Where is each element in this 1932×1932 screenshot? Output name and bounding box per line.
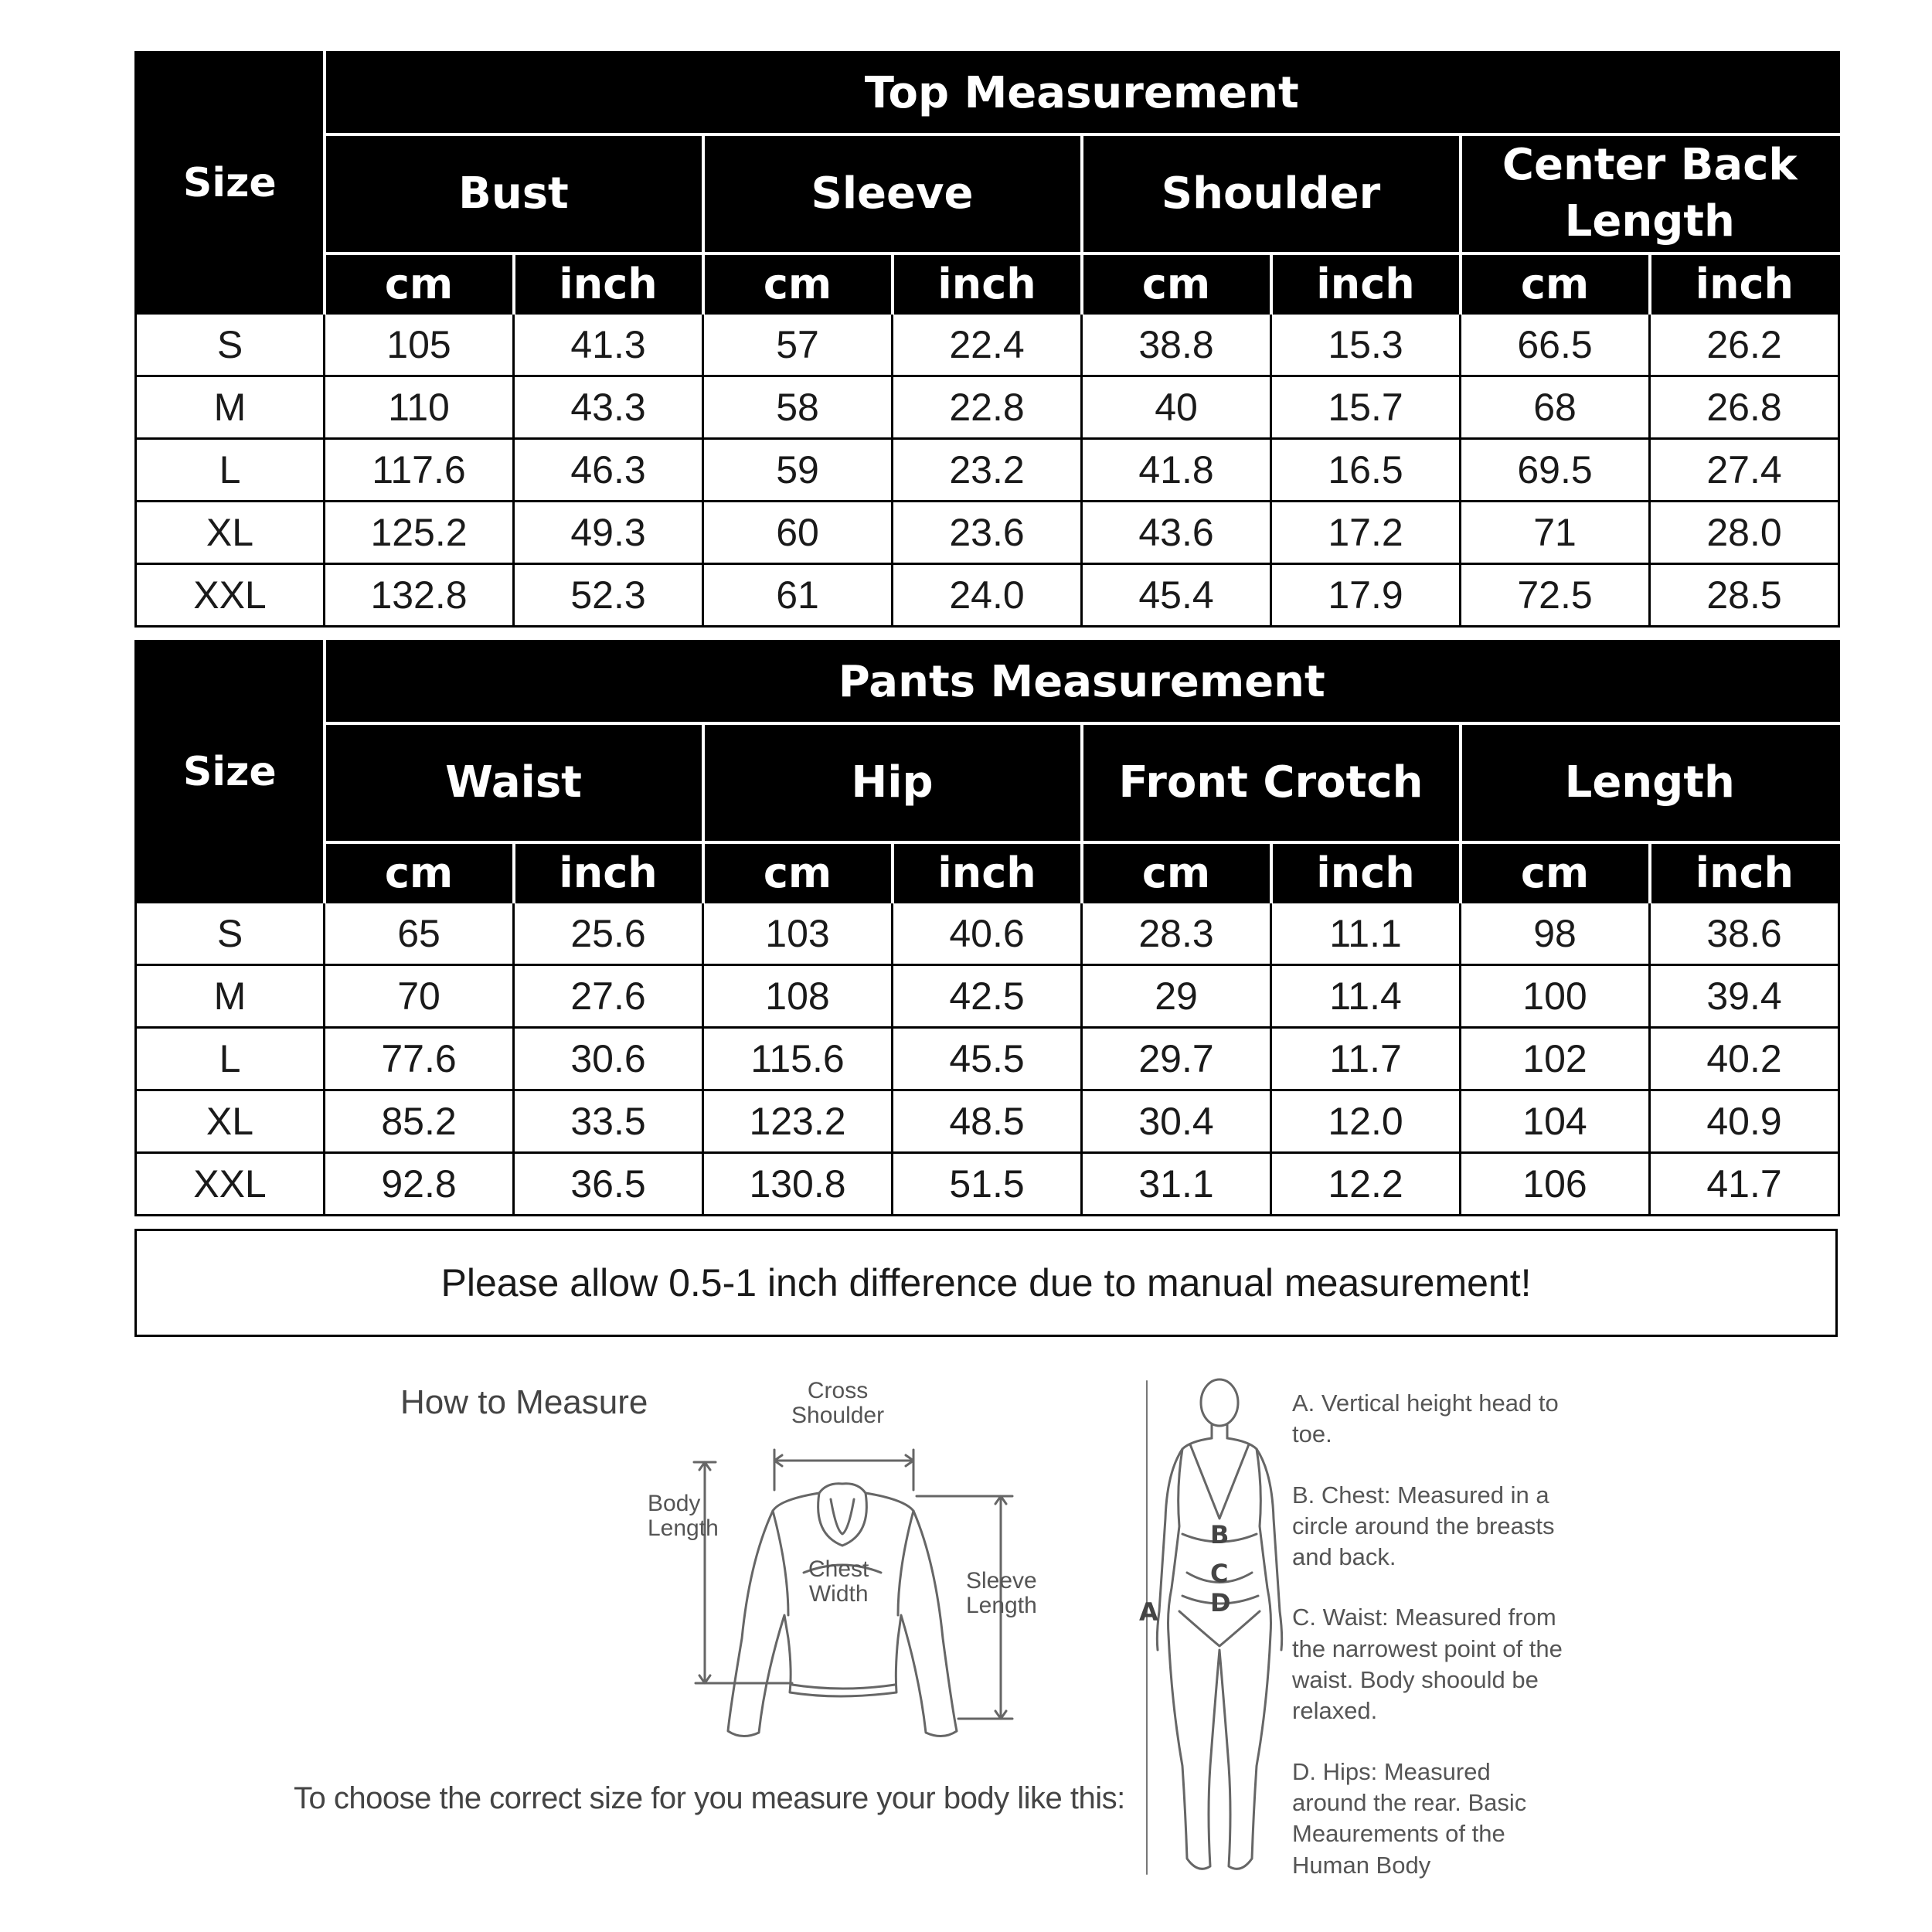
how-to-measure-title: How to Measure [400, 1383, 648, 1421]
value-cell: 29.7 [1082, 1028, 1271, 1090]
value-cell: 26.2 [1650, 314, 1839, 376]
value-cell: 72.5 [1461, 564, 1650, 627]
unit-header: cm [1082, 842, 1271, 903]
body-length-label: Body Length [648, 1491, 719, 1541]
table-row [136, 439, 1839, 502]
marker-d: D [1210, 1588, 1231, 1617]
value-cell: 51.5 [893, 1153, 1082, 1216]
value-cell: 36.5 [514, 1153, 703, 1216]
value-cell: 71 [1461, 502, 1650, 564]
unit-header: inch [1271, 842, 1461, 903]
size-cell: XXL [136, 564, 325, 627]
value-cell: 41.7 [1650, 1153, 1839, 1216]
value-cell: 28.5 [1650, 564, 1839, 627]
note-b: B. Chest: Measured in a circle around the breasts and back. [1292, 1481, 1555, 1571]
value-cell: 40 [1082, 376, 1271, 439]
table-row [136, 314, 1839, 376]
group-header: Front Crotch [1082, 723, 1461, 842]
value-cell: 39.4 [1650, 965, 1839, 1028]
marker-c: C [1210, 1559, 1229, 1588]
unit-header: cm [703, 253, 893, 314]
value-cell: 48.5 [893, 1090, 1082, 1153]
top-measurement-table [134, 51, 1840, 628]
table-row [136, 1028, 1839, 1090]
unit-header: cm [1461, 253, 1650, 314]
value-cell: 22.4 [893, 314, 1082, 376]
value-cell: 106 [1461, 1153, 1650, 1216]
table-row [136, 1090, 1839, 1153]
value-cell: 38.6 [1650, 903, 1839, 965]
value-cell: 130.8 [703, 1153, 893, 1216]
value-cell: 69.5 [1461, 439, 1650, 502]
value-cell: 28.0 [1650, 502, 1839, 564]
value-cell: 110 [325, 376, 514, 439]
table-row [136, 502, 1839, 564]
value-cell: 17.2 [1271, 502, 1461, 564]
measurement-disclaimer: Please allow 0.5-1 inch difference due to manual measurement! [134, 1229, 1838, 1337]
value-cell: 105 [325, 314, 514, 376]
sleeve-length-label: Sleeve Length [966, 1568, 1037, 1618]
unit-header: inch [1650, 253, 1839, 314]
size-cell: L [136, 439, 325, 502]
unit-header: inch [1271, 253, 1461, 314]
value-cell: 66.5 [1461, 314, 1650, 376]
table-row [136, 965, 1839, 1028]
value-cell: 125.2 [325, 502, 514, 564]
value-cell: 24.0 [893, 564, 1082, 627]
value-cell: 59 [703, 439, 893, 502]
pants-measurement-table [134, 640, 1840, 1216]
value-cell: 132.8 [325, 564, 514, 627]
table-title: Top Measurement [325, 53, 1839, 135]
value-cell: 52.3 [514, 564, 703, 627]
value-cell: 117.6 [325, 439, 514, 502]
group-header: Waist [325, 723, 703, 842]
marker-b: B [1210, 1520, 1230, 1549]
value-cell: 40.9 [1650, 1090, 1839, 1153]
note-d: D. Hips: Measured around the rear. Basic Meaurements of the Human Body [1292, 1757, 1527, 1879]
value-cell: 45.5 [893, 1028, 1082, 1090]
value-cell: 11.4 [1271, 965, 1461, 1028]
note-a: A. Vertical height head to toe. [1292, 1389, 1559, 1448]
unit-header: inch [514, 253, 703, 314]
group-header: Center Back Length [1461, 134, 1839, 253]
size-cell: XL [136, 1090, 325, 1153]
unit-header: inch [893, 842, 1082, 903]
unit-header: cm [1082, 253, 1271, 314]
value-cell: 103 [703, 903, 893, 965]
value-cell: 22.8 [893, 376, 1082, 439]
value-cell: 27.6 [514, 965, 703, 1028]
value-cell: 11.7 [1271, 1028, 1461, 1090]
note-c: C. Waist: Measured from the narrowest point of the waist. Body shoould be relaxed. [1292, 1604, 1563, 1725]
value-cell: 98 [1461, 903, 1650, 965]
table-row [136, 564, 1839, 627]
value-cell: 65 [325, 903, 514, 965]
value-cell: 85.2 [325, 1090, 514, 1153]
value-cell: 104 [1461, 1090, 1650, 1153]
cross-shoulder-label: Cross Shoulder [791, 1378, 885, 1428]
group-header: Hip [703, 723, 1082, 842]
unit-header: cm [703, 842, 893, 903]
value-cell: 57 [703, 314, 893, 376]
value-cell: 29 [1082, 965, 1271, 1028]
unit-header: inch [514, 842, 703, 903]
value-cell: 102 [1461, 1028, 1650, 1090]
chest-width-label: Chest Width [808, 1556, 869, 1607]
value-cell: 58 [703, 376, 893, 439]
size-cell: S [136, 314, 325, 376]
unit-header: cm [325, 253, 514, 314]
value-cell: 12.2 [1271, 1153, 1461, 1216]
value-cell: 15.7 [1271, 376, 1461, 439]
size-instruction: To choose the correct size for you measure your body like this: [294, 1781, 1125, 1815]
unit-header: cm [325, 842, 514, 903]
value-cell: 70 [325, 965, 514, 1028]
group-header: Sleeve [703, 134, 1082, 253]
value-cell: 43.3 [514, 376, 703, 439]
value-cell: 23.2 [893, 439, 1082, 502]
size-cell: S [136, 903, 325, 965]
body-diagram [1136, 1379, 1298, 1889]
table-title: Pants Measurement [325, 641, 1839, 724]
size-header: Size [136, 641, 325, 903]
value-cell: 60 [703, 502, 893, 564]
value-cell: 49.3 [514, 502, 703, 564]
value-cell: 43.6 [1082, 502, 1271, 564]
value-cell: 46.3 [514, 439, 703, 502]
size-cell: XXL [136, 1153, 325, 1216]
group-header: Bust [325, 134, 703, 253]
table-row [136, 903, 1839, 965]
table-row [136, 1153, 1839, 1216]
value-cell: 40.2 [1650, 1028, 1839, 1090]
value-cell: 115.6 [703, 1028, 893, 1090]
value-cell: 15.3 [1271, 314, 1461, 376]
group-header: Shoulder [1082, 134, 1461, 253]
value-cell: 61 [703, 564, 893, 627]
size-cell: XL [136, 502, 325, 564]
value-cell: 41.3 [514, 314, 703, 376]
value-cell: 26.8 [1650, 376, 1839, 439]
value-cell: 42.5 [893, 965, 1082, 1028]
value-cell: 40.6 [893, 903, 1082, 965]
value-cell: 108 [703, 965, 893, 1028]
value-cell: 11.1 [1271, 903, 1461, 965]
value-cell: 16.5 [1271, 439, 1461, 502]
size-header: Size [136, 53, 325, 314]
size-cell: L [136, 1028, 325, 1090]
value-cell: 12.0 [1271, 1090, 1461, 1153]
value-cell: 68 [1461, 376, 1650, 439]
value-cell: 31.1 [1082, 1153, 1271, 1216]
value-cell: 38.8 [1082, 314, 1271, 376]
value-cell: 23.6 [893, 502, 1082, 564]
value-cell: 17.9 [1271, 564, 1461, 627]
unit-header: inch [1650, 842, 1839, 903]
value-cell: 27.4 [1650, 439, 1839, 502]
marker-a: A [1139, 1597, 1158, 1627]
group-header: Length [1461, 723, 1839, 842]
value-cell: 77.6 [325, 1028, 514, 1090]
size-cell: M [136, 965, 325, 1028]
unit-header: inch [893, 253, 1082, 314]
unit-header: cm [1461, 842, 1650, 903]
size-cell: M [136, 376, 325, 439]
body-measurement-notes [1292, 1388, 1570, 1910]
value-cell: 100 [1461, 965, 1650, 1028]
value-cell: 30.4 [1082, 1090, 1271, 1153]
value-cell: 30.6 [514, 1028, 703, 1090]
value-cell: 28.3 [1082, 903, 1271, 965]
value-cell: 123.2 [703, 1090, 893, 1153]
value-cell: 25.6 [514, 903, 703, 965]
value-cell: 92.8 [325, 1153, 514, 1216]
table-row [136, 376, 1839, 439]
value-cell: 41.8 [1082, 439, 1271, 502]
value-cell: 45.4 [1082, 564, 1271, 627]
value-cell: 33.5 [514, 1090, 703, 1153]
